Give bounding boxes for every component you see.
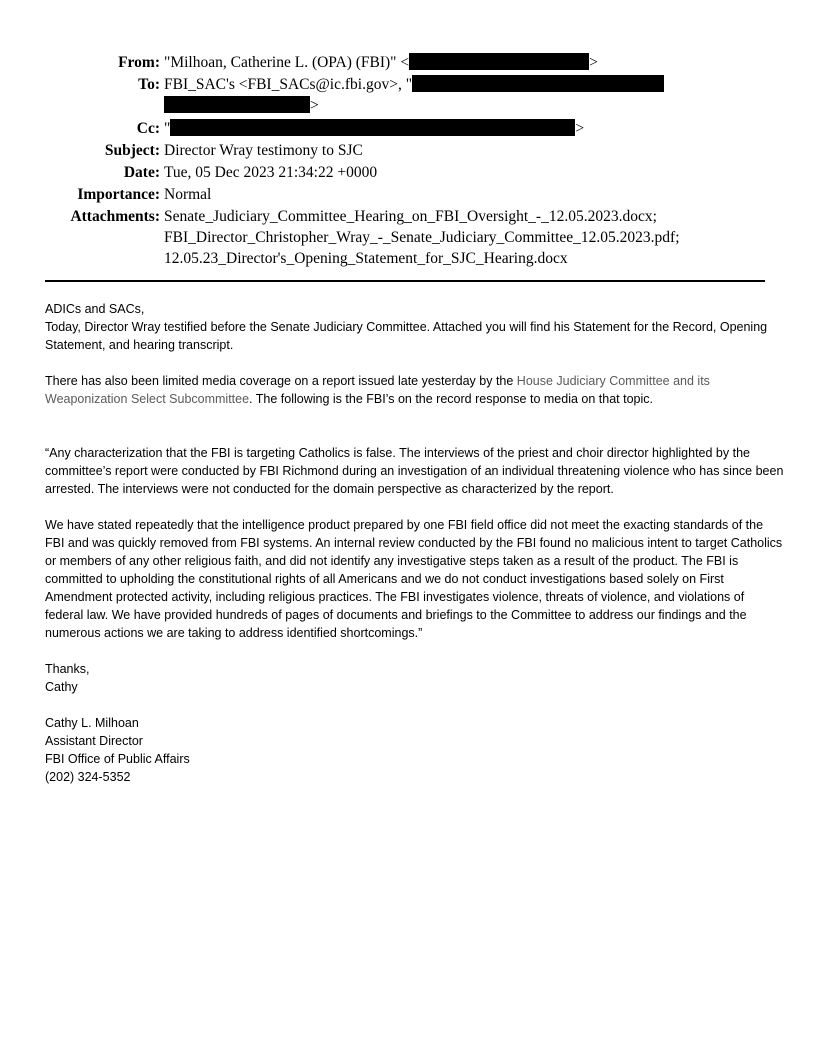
attachment-link[interactable]: Senate_Judiciary_Committee_Hearing_on_FBI_Oversight_-_12.05.2023.docx; [164,208,657,225]
from-label: From: [118,54,160,71]
cc-open: " [164,120,171,137]
committee-link[interactable]: House Judiciary Committee and its Weaponization Select Subcommittee [45,374,710,406]
signature-phone: (202) 324-5352 [45,770,131,784]
signature-office: FBI Office of Public Affairs [45,752,190,766]
attachment-link[interactable]: FBI_Director_Christopher_Wray_-_Senate_Judiciary_Committee_12.05.2023.pdf; [164,229,680,246]
redaction-block [170,119,575,136]
to-label: To: [138,76,160,93]
signature-title: Assistant Director [45,734,143,748]
attachments-label: Attachments: [70,208,160,225]
quote-paragraph: We have stated repeatedly that the intelligence product prepared by one FBI field office did not meet the exacting standards of the FBI and was quickly removed from FBI systems. An internal review conducted by the FBI found no malicious intent to target Catholics or members of any other religious faith, and did not identify any investigative steps taken as a result of the product. The FBI is committed to upholding the constitutional rights of all Americans and we do not conduct investigations based solely on First Amendment protected activity, including religious practices. The FBI investigates violence, threats of violence, and violations of federal law. We have provided hundreds of pages of documents and briefings to the Committee to address our findings and the numerous actions we are taking to address identified shortcomings.” [45,518,783,640]
from-row [0,52,816,74]
to-close: > [310,97,319,114]
paragraph: Today, Director Wray testified before the Senate Judiciary Committee. Attached you will find his Statement for the Record, Opening Statement, and hearing transcript. [45,320,768,352]
from-close: > [589,54,598,71]
cc-close: > [575,120,585,137]
date-label: Date: [123,164,160,181]
subject-value: Director Wray testimony to SJC [164,142,363,159]
cc-label: Cc: [136,120,160,137]
paragraph-text: There has also been limited media coverage on a report issued late yesterday by the [45,374,517,388]
importance-label: Importance: [77,186,160,203]
attachments-row [0,206,816,269]
date-value: Tue, 05 Dec 2023 21:34:22 +0000 [164,164,378,181]
paragraph-text: . The following is the FBI’s on the record response to media on that topic. [249,392,653,406]
greeting: ADICs and SACs, [45,302,145,316]
thanks: Thanks, [45,662,90,676]
signature-name: Cathy L. Milhoan [45,716,139,730]
subject-row [0,140,816,162]
importance-value: Normal [164,186,212,203]
email-header [0,52,816,269]
cc-row [0,118,816,140]
redaction-block [409,53,589,70]
quote-paragraph: “Any characterization that the FBI is targeting Catholics is false. The interviews of the priest and choir director highlighted by the committee’s report were conducted by FBI Richmond during an investigation of an individual threatening violence who has since been arrested. The interviews were not conducted for the domain perspective as characterized by the report. [45,446,784,496]
redaction-block [412,75,664,92]
header-divider [45,280,765,282]
to-row [0,74,816,116]
to-value: FBI_SAC's <FBI_SACs@ic.fbi.gov>, " [164,76,413,93]
redaction-block [164,96,310,113]
attachment-link[interactable]: 12.05.23_Director's_Opening_Statement_for_SJC_Hearing.docx [164,250,568,267]
signoff: Cathy [45,680,78,694]
subject-label: Subject: [104,142,160,159]
email-body [45,300,785,786]
from-value: "Milhoan, Catherine L. (OPA) (FBI)" < [164,54,410,71]
importance-row [0,184,816,206]
paragraph [45,372,785,408]
date-row [0,162,816,184]
